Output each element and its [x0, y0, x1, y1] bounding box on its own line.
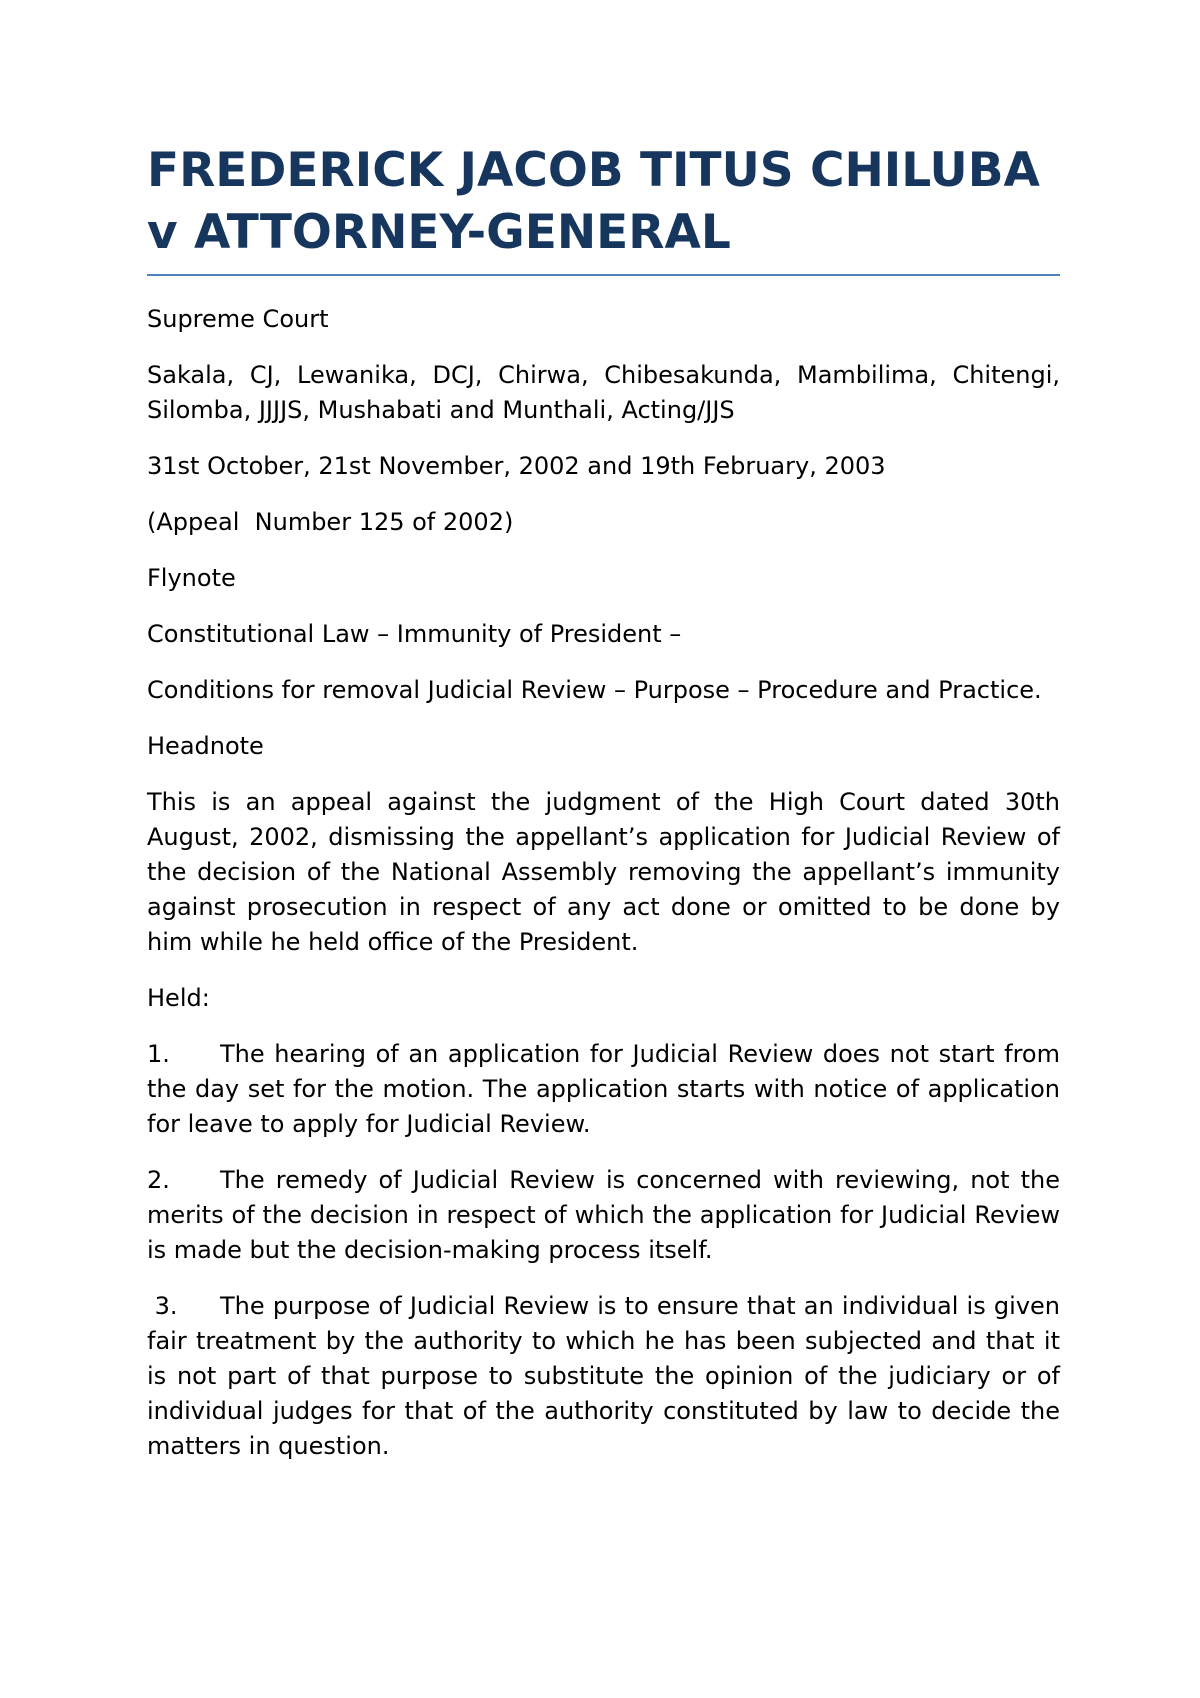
held-item-number: 1. [147, 1040, 170, 1068]
flynote-line-2: Conditions for removal Judicial Review – Purpose – Procedure and Practice. [147, 676, 1042, 704]
held-item-text: The remedy of Judicial Review is concerned with reviewing, not the merits of the decision in respect of which the application for Judicial Review is made but the decision-making process itself. [147, 1166, 1060, 1264]
held-item [147, 1289, 1060, 1464]
hearing-dates: 31st October, 21st November, 2002 and 19th February, 2003 [147, 452, 886, 480]
headnote-text: This is an appeal against the judgment of the High Court dated 30th August, 2002, dismissing the appellant’s application for Judicial Review of the decision of the National Assembly removing the appellant’s immunity against prosecution in respect of any act done or omitted to be done by him while he held office of the President. [147, 788, 1060, 956]
document-body [147, 140, 1060, 1485]
held-item-text: The purpose of Judicial Review is to ensure that an individual is given fair treatment by the authority to which he has been subjected and that it is not part of that purpose to substitute the opinion of the judiciary or of individual judges for that of the authority constituted by law to decide the matters in question. [147, 1292, 1060, 1460]
case-title [147, 140, 1060, 276]
appeal-number: (Appeal Number 125 of 2002) [147, 508, 514, 536]
case-content [147, 302, 1060, 1464]
held-heading: Held: [147, 984, 210, 1012]
held-item-text: The hearing of an application for Judicial Review does not start from the day set for the motion. The application starts with notice of application for leave to apply for Judicial Review. [147, 1040, 1060, 1138]
held-item [147, 1163, 1060, 1268]
coram: Sakala, CJ, Lewanika, DCJ, Chirwa, Chibesakunda, Mambilima, Chitengi, Silomba, JJJJS, Mushabati and Munthali, Acting/JJS [147, 361, 1060, 424]
held-item [147, 1037, 1060, 1142]
flynote-heading: Flynote [147, 564, 236, 592]
flynote-line-1: Constitutional Law – Immunity of President – [147, 620, 682, 648]
headnote-heading: Headnote [147, 732, 264, 760]
case-title-line2: v ATTORNEY-GENERAL [147, 205, 731, 260]
held-item-number: 2. [147, 1166, 170, 1194]
case-title-line1: FREDERICK JACOB TITUS CHILUBA [147, 143, 1040, 198]
held-item-number: 3. [147, 1292, 178, 1320]
court-name: Supreme Court [147, 305, 329, 333]
